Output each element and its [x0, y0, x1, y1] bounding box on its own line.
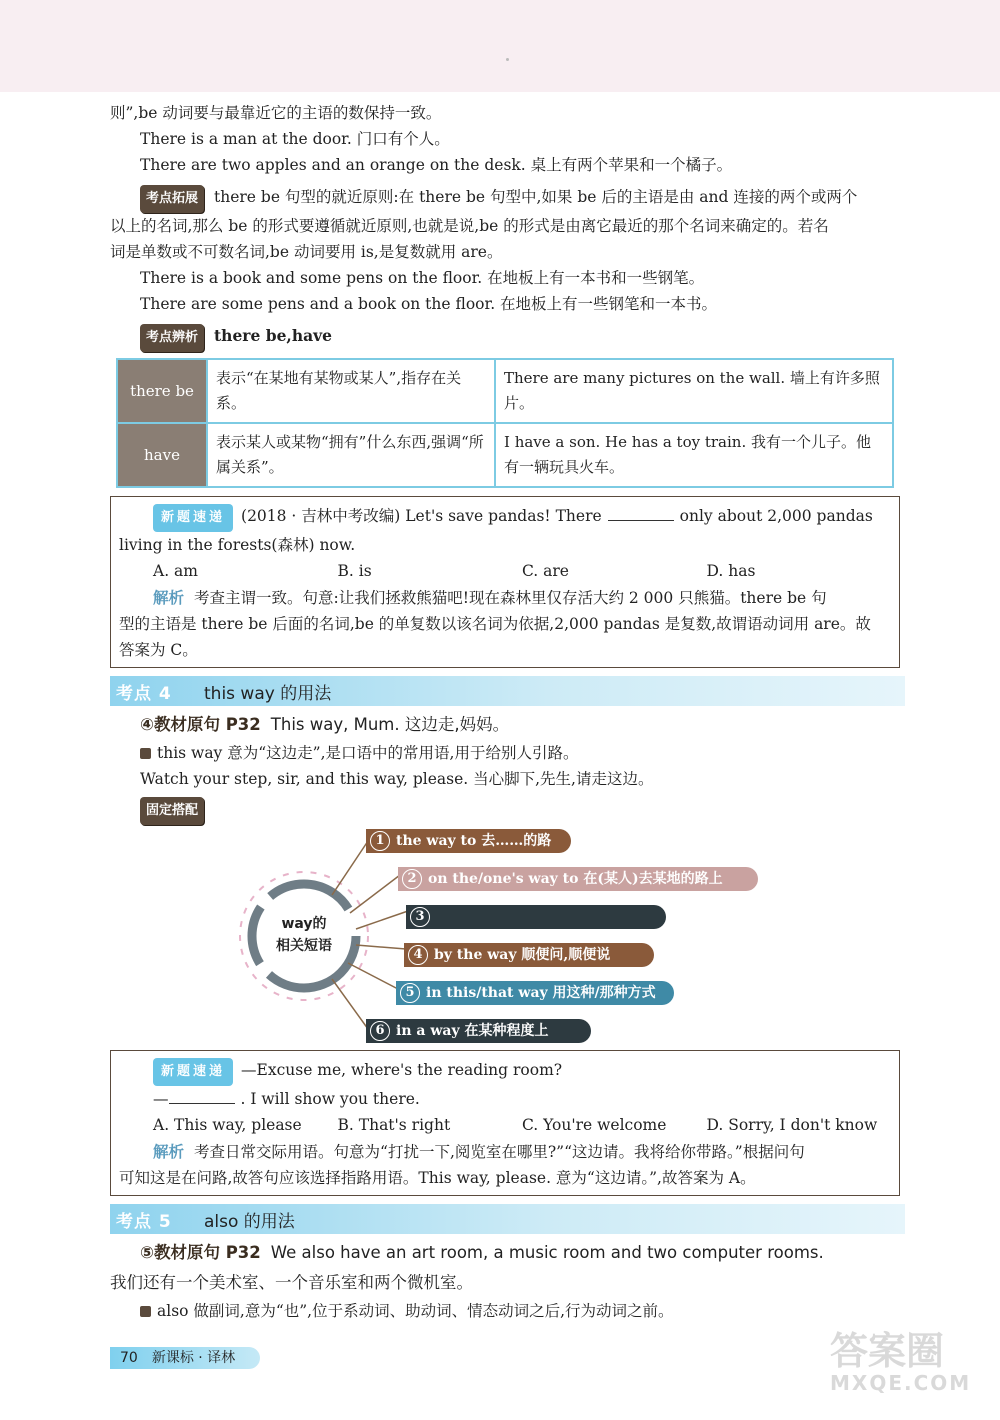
section5-orig-text: We also have an art room, a music room and two computer rooms.: [270, 1243, 824, 1262]
phrase-text-4: by the way 顺便问,顺便说: [434, 947, 611, 963]
connector-5: [348, 963, 398, 989]
extension-line-1: [110, 184, 905, 213]
hub-label: [270, 913, 338, 957]
section4-orig-label: ④教材原句 P32: [140, 715, 261, 734]
extension-line-2: 以上的名词,那么 be 的形式要遵循就近原则,也就是说,be 的形式是由离它最近的那个名词来确定的。若名: [110, 217, 829, 235]
watermark-line-2: MXQE.COM: [830, 1371, 972, 1395]
quiz1-jx-label: 解析: [153, 589, 185, 607]
quiz2-tag: 新题速递: [153, 1058, 233, 1086]
option-c: C. are: [522, 562, 569, 580]
option-a: A. am: [153, 562, 198, 580]
quiz1-stem-b: only about 2,000 pandas: [679, 507, 873, 525]
quiz2-stem-a: —Excuse me, where's the reading room?: [241, 1061, 563, 1079]
section5-number: 考点 5: [116, 1212, 172, 1232]
table-keyword: have: [117, 423, 207, 487]
section4-note: [110, 740, 905, 766]
quiz1-jx-1: [111, 585, 899, 611]
quiz2-options: [111, 1112, 899, 1139]
watermark: [830, 1330, 971, 1394]
phrase-bar-3: [406, 905, 666, 929]
quiz2-jx-label: 解析: [153, 1143, 185, 1161]
way-phrase-diagram: [110, 825, 905, 1040]
quiz1-blank: [608, 520, 674, 521]
quiz2-jx-1: [111, 1139, 899, 1165]
quiz1-tag: 新题速递: [153, 504, 233, 532]
section4-number: 考点 4: [116, 684, 172, 704]
comparison-table: [116, 358, 894, 488]
quiz-box-1: [110, 496, 900, 668]
section5-note-text: also 做副词,意为“也”,位于系动词、助动词、情态动词之后,行为动词之前。: [157, 1302, 674, 1320]
section5-orig-translation: 我们还有一个美术室、一个音乐室和两个微机室。: [110, 1273, 473, 1292]
page-content: [110, 100, 905, 1324]
quiz-box-2: [110, 1050, 900, 1196]
quiz1-stem-c: living in the forests(森林) now.: [119, 536, 356, 554]
quiz1-stem: [111, 503, 899, 532]
quiz2-stem-b-text: . I will show you there.: [240, 1090, 420, 1108]
connector-6: [332, 979, 368, 1029]
page-footer: [110, 1347, 260, 1369]
quiz1-options: [111, 558, 899, 585]
quiz2-blank: [169, 1103, 235, 1104]
hub-label-1: way的: [281, 916, 327, 932]
note-bullet-icon: [140, 1306, 151, 1317]
option-b: B. That's right: [337, 1116, 451, 1134]
quiz1-jx-text-1: 考查主谓一致。句意:让我们拯救熊猫吧!现在森林里仅存活大约 2 000 只熊猫。there be 句: [194, 589, 827, 607]
extension-example-2: There are some pens and a book on the floor. 在地板上有一些钢笔和一本书。: [140, 295, 718, 313]
table-row: [117, 359, 893, 423]
connector-2: [350, 875, 400, 913]
connector-1: [332, 841, 368, 895]
option-a: A. This way, please: [153, 1116, 302, 1134]
extension-tag: 考点拓展: [140, 185, 204, 213]
quiz2-jx-text-1: 考查日常交际用语。句意为“打扰一下,阅览室在哪里?”“这边请。我将给你带路。”根据问句: [194, 1143, 805, 1161]
hub-label-2: 相关短语: [276, 938, 332, 954]
table-keyword: there be: [117, 359, 207, 423]
watermark-line-1: 答案圈: [830, 1329, 945, 1373]
quiz2-dash: —: [153, 1090, 169, 1108]
section4-original: [110, 710, 905, 740]
extension-text-1: there be 句型的就近原则:在 there be 句型中,如果 be 后的主语是由 and 连接的两个或两个: [214, 188, 858, 206]
section4-orig-text: This way, Mum. 这边走,妈妈。: [270, 715, 510, 734]
note-bullet-icon: [140, 748, 151, 759]
page-number: 70: [120, 1350, 138, 1366]
option-c: C. You're welcome: [522, 1116, 667, 1134]
intro-example-2: There are two apples and an orange on the desk. 桌上有两个苹果和一个橘子。: [140, 156, 733, 174]
section4-header: [110, 676, 905, 706]
top-band: [0, 0, 1000, 92]
phrase-text-2: on the/one's way to 在(某人)去某地的路上: [428, 871, 723, 887]
phrase-text-1: the way to 去……的路: [396, 833, 552, 849]
phrase-number-6: 6: [370, 1021, 390, 1041]
extension-example-1: There is a book and some pens on the floor. 在地板上有一本书和一些钢笔。: [140, 269, 705, 287]
analysis-title: there be,have: [214, 326, 333, 345]
section5-original: [110, 1238, 905, 1268]
phrase-number-3: 3: [410, 907, 430, 927]
option-b: B. is: [337, 562, 372, 580]
top-dot: [506, 58, 509, 61]
fixed-tag-line: [110, 796, 905, 825]
fixed-tag: 固定搭配: [140, 797, 204, 825]
analysis-tag: 考点辨析: [140, 324, 204, 352]
quiz2-jx-2: 可知这是在问路,故答句应该选择指路用语。This way, please. 意为“这边请。”,故答案为 A。: [119, 1169, 756, 1187]
analysis-heading: [110, 323, 905, 352]
extension-line-3: 词是单数或不可数名词,be 动词要用 is,是复数就用 are。: [110, 243, 503, 261]
quiz2-stem: [111, 1057, 899, 1086]
quiz1-jx-2: 型的主语是 there be 后面的名词,be 的单复数以该名词为依据,2,000 pandas 是复数,故谓语动词用 are。故: [119, 615, 871, 633]
section5-orig-label: ⑤教材原句 P32: [140, 1243, 261, 1262]
phrase-number-5: 5: [400, 983, 420, 1003]
phrase-bar-4: [404, 943, 654, 967]
intro-example-1: There is a man at the door. 门口有个人。: [140, 130, 450, 148]
table-meaning: 表示“在某地有某物或某人”,指存在关系。: [207, 359, 495, 423]
table-row: [117, 423, 893, 487]
table-example: I have a son. He has a toy train. 我有一个儿子。他有一辆玩具火车。: [495, 423, 893, 487]
quiz1-stem-a: (2018 · 吉林中考改编) Let's save pandas! There: [241, 507, 602, 525]
intro-line: 则”,be 动词要与最靠近它的主语的数保持一致。: [110, 104, 442, 122]
diagram-ring: [110, 825, 905, 1040]
section4-title: this way 的用法: [204, 684, 332, 704]
option-d: D. has: [706, 562, 756, 580]
phrase-number-2: 2: [402, 869, 422, 889]
phrase-bar-5: [396, 981, 674, 1005]
section5-header: [110, 1204, 905, 1234]
quiz2-stem-b: [111, 1086, 899, 1112]
quiz1-jx-3: 答案为 C。: [119, 641, 198, 659]
phrase-bar-6: [366, 1019, 591, 1043]
section5-title: also 的用法: [204, 1212, 295, 1232]
option-d: D. Sorry, I don't know: [706, 1116, 878, 1134]
phrase-number-4: 4: [408, 945, 428, 965]
connector-4: [356, 945, 406, 949]
section4-example: Watch your step, sir, and this way, please. 当心脚下,先生,请走这边。: [140, 770, 654, 788]
phrase-text-5: in this/that way 用这种/那种方式: [426, 985, 656, 1001]
section4-note-text: this way 意为“这边走”,是口语中的常用语,用于给别人引路。: [157, 744, 579, 762]
table-meaning: 表示某人或某物“拥有”什么东西,强调“所属关系”。: [207, 423, 495, 487]
section5-note: [110, 1298, 905, 1324]
phrase-number-1: 1: [370, 831, 390, 851]
phrase-text-6: in a way 在某种程度上: [396, 1023, 549, 1039]
series-name: 新课标 · 译林: [151, 1350, 236, 1366]
phrase-bar-1: [366, 829, 571, 853]
table-example: There are many pictures on the wall. 墙上有许多照片。: [495, 359, 893, 423]
phrase-bar-2: [398, 867, 758, 891]
